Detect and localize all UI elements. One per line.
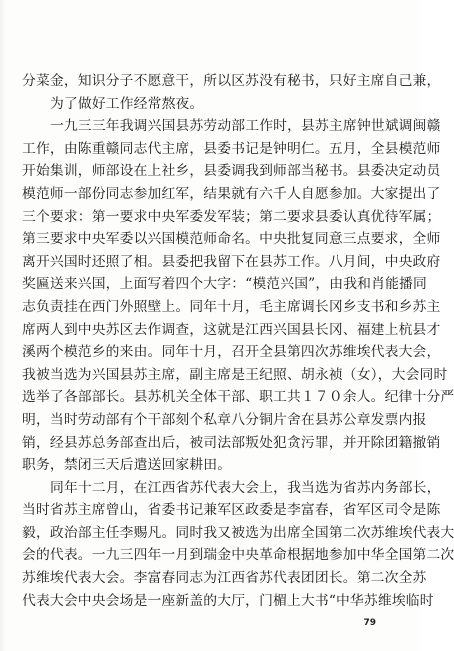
text-line: 会的代表。一九三四年一月到瑞金中央革命根据地参加中华全国第二次 <box>22 547 454 564</box>
text-line: 明，当时劳动部有个干部刻个私章八分铜片舍在县苏公章发票内报 <box>22 411 427 428</box>
body-text <box>22 70 454 612</box>
text-line: 销，经县苏总务部查出后，被司法部叛处犯贪污罪，并开除团籍撤销 <box>22 434 441 451</box>
text-line: 席两人到中央苏区去作调查，这就是江西兴国县长冈、福建上杭县才 <box>22 321 441 338</box>
text-line: 奖匾送来兴国，上面写着四个大字：“模范兴国”，由我和肖能播同 <box>22 276 427 293</box>
text-line: 我被当选为兴国县苏主席，副主席是王纪照、胡永祯（女），大会同时 <box>22 366 448 383</box>
text-line: 当时省苏主席曾山，省委书记兼军区政委是李富春，省军区司令是陈 <box>22 502 441 519</box>
text-line: 选举了各部部长。县苏机关全体干部、职工共１７０余人。纪律十分严 <box>22 389 454 406</box>
text-line: 代表大会中央会场是一座新盖的大厅，门楣上大书“中华苏维埃临时 <box>22 592 434 609</box>
text-line: 溪两个模范乡的来由。同年十月，召开全县第四次苏维埃代表大会， <box>22 344 441 361</box>
text-line: 毅，政治部主任李赐凡。同时我又被选为出席全国第二次苏维埃代表大 <box>22 524 454 541</box>
text-line: 三个要求：第一要求中央军委发军装；第二要求县委认真优待军属； <box>22 208 441 225</box>
text-line: 苏维埃代表大会。李富春同志为江西省苏代表团团长。第二次全苏 <box>22 570 427 587</box>
page-number: 79 <box>363 618 376 628</box>
text-line: 开始集训，师部设在上社乡，县委调我到师部当秘书。县委决定动员 <box>22 163 441 180</box>
text-line: 离开兴国时还照了相。县委把我留下在县苏工作。八月间，中央政府 <box>22 253 441 270</box>
text-line: 工作，由陈重赣同志代主席，县委书记是钟明仁。五月，全县模范师 <box>22 140 441 157</box>
text-line: 志负责挂在西门外照壁上。同年十月，毛主席调长冈乡支书和乡苏主 <box>22 298 441 315</box>
text-line: 为了做好工作经常熬夜。 <box>50 95 204 112</box>
text-line: 分菜金，知识分子不愿意干，所以区苏没有秘书，只好主席自己兼， <box>22 73 441 89</box>
scan-edge-shadow <box>0 0 6 651</box>
text-line: 职务，禁闭三天后遣送回家耕田。 <box>22 457 232 474</box>
text-line: 模范师一部份同志参加红军，结果就有六千人自愿参加。大家提出了 <box>22 185 441 202</box>
text-line: 第三要求中央军委以兴国模范师命名。中央批复同意三点要求，全师 <box>22 231 441 248</box>
paragraph-start-line: 同年十二月，在江西省苏代表大会上，我当选为省苏内务部长， <box>50 479 441 496</box>
paragraph-start-line: 一九三三年我调兴国县苏劳动部工作时，县苏主席钟世斌调闽赣 <box>50 118 441 135</box>
